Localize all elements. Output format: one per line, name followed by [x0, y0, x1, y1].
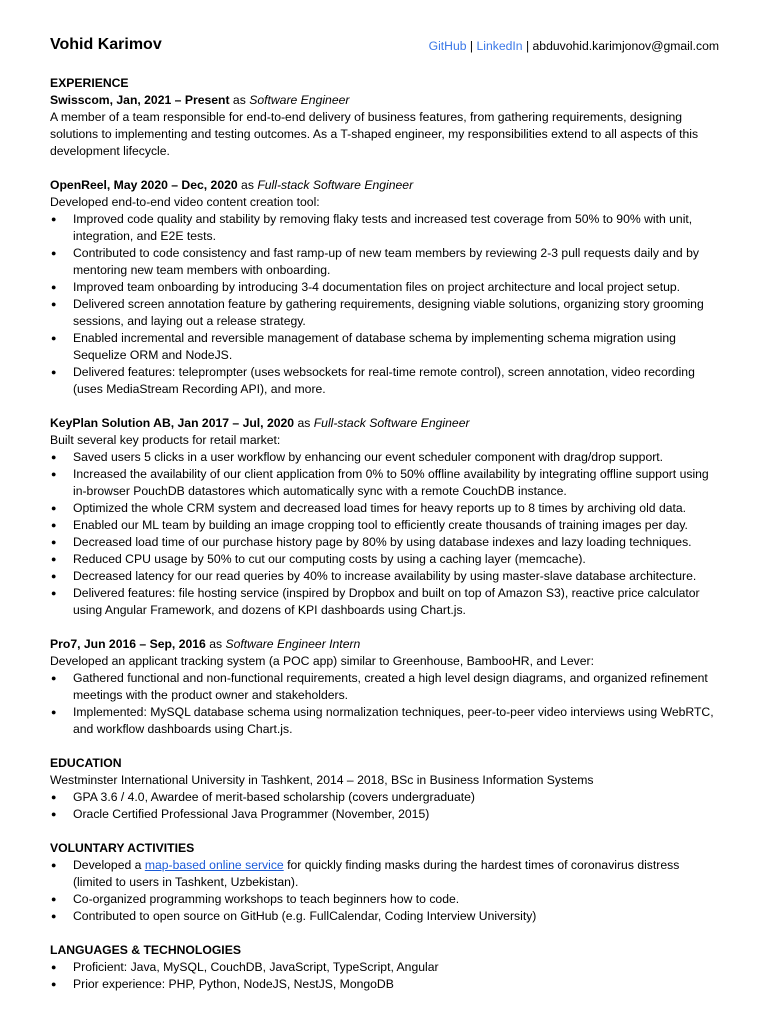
job-bullet-list	[50, 449, 719, 619]
job-entry	[50, 177, 719, 398]
list-item: ● Saved users 5 clicks in a user workflow by enhancing our event scheduler component with drag/drop support.	[50, 449, 719, 466]
section-heading-voluntary: VOLUNTARY ACTIVITIES	[50, 841, 195, 855]
job-entry	[50, 636, 719, 738]
job-role: Full-stack Software Engineer	[313, 416, 470, 430]
job-as-text: as	[237, 178, 258, 192]
list-item: ● Enabled our ML team by building an image cropping tool to efficiently create thousands of training images per day.	[50, 517, 719, 534]
job-company-dates: OpenReel, May 2020 – Dec, 2020	[50, 178, 238, 192]
list-item: ● Optimized the whole CRM system and decreased load times for heavy reports up to 8 times by archiving old data.	[50, 500, 719, 517]
bullet-text: for quickly finding masks during the hardest times of coronavirus distress (limited to users in Tashkent, Uzbekistan).	[73, 858, 680, 889]
list-item: ● Delivered features: teleprompter (uses websockets for real-time remote control), screen annotation, video recording (uses MediaStream Recording API), and more.	[50, 364, 719, 398]
job-bullet-list	[50, 211, 719, 398]
map-service-link[interactable]: map-based online service	[144, 858, 284, 872]
list-item: ● Delivered screen annotation feature by gathering requirements, designing viable solutions, organizing story grooming sessions, and laying out a release strategy.	[50, 296, 719, 330]
github-link[interactable]: GitHub	[428, 39, 467, 53]
list-item	[50, 857, 719, 891]
list-item: ● Enabled incremental and reversible management of database schema by implementing schema migration using Sequelize ORM and NodeJS.	[50, 330, 719, 364]
job-role: Software Engineer Intern	[225, 637, 361, 651]
list-item: ● Reduced CPU usage by 50% to cut our computing costs by using a caching layer (memcache).	[50, 551, 719, 568]
job-summary: Developed end-to-end video content creation tool:	[50, 195, 320, 209]
list-item: ● Contributed to open source on GitHub (e.g. FullCalendar, Coding Interview University)	[50, 908, 719, 925]
job-entry	[50, 92, 719, 160]
list-item: ● Contributed to code consistency and fast ramp-up of new team members by reviewing 2-3 pull requests daily and by mentoring new team members with onboarding.	[50, 245, 719, 279]
job-as-text: as	[294, 416, 314, 430]
job-company-dates: Swisscom, Jan, 2021 – Present	[50, 93, 230, 107]
job-as-text: as	[229, 93, 250, 107]
job-title-line	[50, 177, 719, 194]
list-item: ● Gathered functional and non-functional requirements, created a high level design diagrams, and organized refinement meetings with the product owner and stakeholders.	[50, 670, 719, 704]
job-role: Full-stack Software Engineer	[257, 178, 414, 192]
list-item: ● Decreased load time of our purchase history page by 80% by using database indexes and lazy loading techniques.	[50, 534, 719, 551]
section-heading-languages: LANGUAGES & TECHNOLOGIES	[50, 943, 241, 957]
list-item: ● Proficient: Java, MySQL, CouchDB, JavaScript, TypeScript, Angular	[50, 959, 719, 976]
job-title-line	[50, 415, 719, 432]
education-bullet-list	[50, 789, 719, 823]
list-item: ● Improved team onboarding by introducing 3-4 documentation files on project architecture and local project setup.	[50, 279, 719, 296]
list-item: ● Prior experience: PHP, Python, NodeJS, NestJS, MongoDB	[50, 976, 719, 993]
job-bullet-list	[50, 670, 719, 738]
job-company-dates: KeyPlan Solution AB, Jan 2017 – Jul, 2020	[50, 416, 295, 430]
list-item: ● Co-organized programming workshops to teach beginners how to code.	[50, 891, 719, 908]
job-entry	[50, 415, 719, 619]
job-role: Software Engineer	[249, 93, 350, 107]
job-as-text: as	[205, 637, 226, 651]
list-item: ● Delivered features: file hosting service (inspired by Dropbox and built on top of Amazon S3), reactive price calculator using Angular Framework, and dozens of KPI dashboards using Chart.js.	[50, 585, 719, 619]
resume-header	[50, 35, 719, 75]
section-heading-education: EDUCATION	[50, 756, 122, 770]
contact-separator: |	[466, 39, 477, 53]
job-title-line	[50, 92, 719, 109]
job-company-dates: Pro7, Jun 2016 – Sep, 2016	[50, 637, 206, 651]
list-item: ● GPA 3.6 / 4.0, Awardee of merit-based scholarship (covers undergraduate)	[50, 789, 719, 806]
section-heading-experience: EXPERIENCE	[50, 76, 129, 90]
job-summary: A member of a team responsible for end-to-end delivery of business features, from gathering requirements, designing solutions to implementing and testing outcomes. As a T-shaped engineer, my responsibilities extend to all aspects of this development lifecycle.	[50, 110, 699, 158]
list-item: ● Increased the availability of our client application from 0% to 50% offline availability by integrating offline support using in-browser PouchDB datastores which automatically sync with a remote CouchDB instance.	[50, 466, 719, 500]
contact-separator: |	[522, 39, 533, 53]
candidate-name: Vohid Karimov	[50, 36, 162, 53]
contact-line	[429, 39, 719, 53]
languages-bullet-list	[50, 959, 719, 993]
linkedin-link[interactable]: LinkedIn	[476, 39, 523, 53]
job-summary: Built several key products for retail market:	[50, 433, 281, 447]
list-item: ● Decreased latency for our read queries by 40% to increase availability by using master-slave database architecture.	[50, 568, 719, 585]
email-address: abduvohid.karimjonov@gmail.com	[532, 39, 719, 53]
job-title-line	[50, 636, 719, 653]
list-item: ● Implemented: MySQL database schema using normalization techniques, peer-to-peer video interviews using WebRTC, and workflow dashboards using Chart.js.	[50, 704, 719, 738]
list-item: ● Improved code quality and stability by removing flaky tests and increased test coverage from 50% to 90% with unit, integration, and E2E tests.	[50, 211, 719, 245]
job-summary: Developed an applicant tracking system (a POC app) similar to Greenhouse, BambooHR, and Lever:	[50, 654, 594, 668]
list-item: ● Oracle Certified Professional Java Programmer (November, 2015)	[50, 806, 719, 823]
bullet-text: Developed a	[73, 858, 145, 872]
voluntary-bullet-list	[50, 857, 719, 925]
education-summary: Westminster International University in Tashkent, 2014 – 2018, BSc in Business Information Systems	[50, 773, 594, 787]
